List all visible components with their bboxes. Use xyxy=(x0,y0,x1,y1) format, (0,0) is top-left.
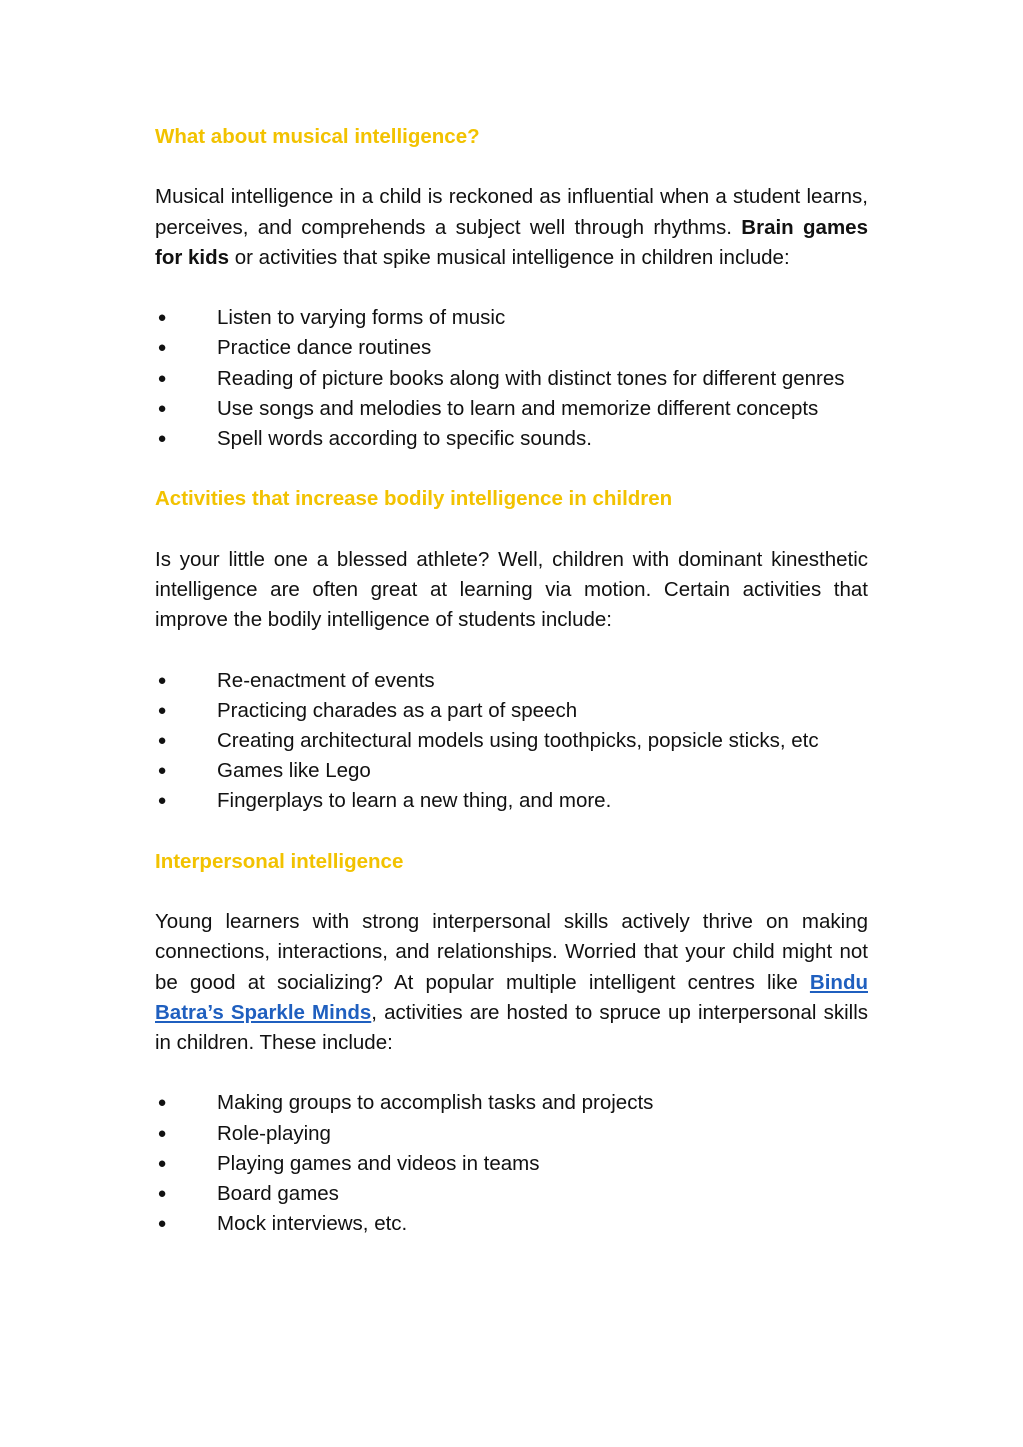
interpersonal-list xyxy=(155,1088,868,1239)
list-item xyxy=(155,756,868,786)
list-item xyxy=(155,1209,868,1239)
document-page xyxy=(155,122,868,1239)
list-item xyxy=(155,1149,868,1179)
bullet-icon: ● xyxy=(157,339,167,357)
sparkle-minds-link[interactable]: Bindu Batra’s Sparkle Minds xyxy=(155,970,868,1024)
list-item xyxy=(155,1088,868,1118)
list-item xyxy=(155,696,868,726)
list-item xyxy=(155,394,868,424)
list-item xyxy=(155,1179,868,1209)
list-item-text: Practicing charades as a part of speech xyxy=(217,698,578,722)
list-item xyxy=(155,333,868,363)
interpersonal-heading: Interpersonal intelligence xyxy=(155,849,404,873)
list-item xyxy=(155,786,868,816)
bullet-icon: ● xyxy=(157,671,167,689)
list-item-text: Use songs and melodies to learn and memorize different concepts xyxy=(217,396,819,420)
musical-paragraph-text-2: or activities that spike musical intelligence in children include: xyxy=(229,245,790,269)
bullet-icon: ● xyxy=(157,701,167,719)
interpersonal-paragraph xyxy=(155,907,868,1058)
list-item-text: Making groups to accomplish tasks and projects xyxy=(217,1091,654,1115)
list-item-text: Fingerplays to learn a new thing, and more. xyxy=(217,789,612,813)
list-item-text: Spell words according to specific sounds. xyxy=(217,427,592,450)
list-item-text: Mock interviews, etc. xyxy=(217,1212,408,1236)
bodily-list xyxy=(155,666,868,817)
interpersonal-paragraph-text-1: Young learners with strong interpersonal skills actively thrive on making connections, interactions, and relationships. Worried that your child might not be good at socializing? At popular multiple intelligent centres like xyxy=(155,910,868,994)
bullet-icon: ● xyxy=(157,399,167,417)
bullet-icon: ● xyxy=(157,1124,167,1142)
list-item xyxy=(155,364,868,394)
bullet-icon: ● xyxy=(157,1094,167,1112)
musical-paragraph xyxy=(155,182,868,273)
bullet-icon: ● xyxy=(157,369,167,387)
bullet-icon: ● xyxy=(157,1184,167,1202)
list-item-text: Reading of picture books along with distinct tones for different genres xyxy=(217,366,845,390)
list-item xyxy=(155,666,868,696)
bullet-icon: ● xyxy=(157,792,167,810)
list-item-text: Games like Lego xyxy=(217,759,371,783)
list-item-text: Creating architectural models using toothpicks, popsicle sticks, etc xyxy=(217,728,819,752)
list-item-text: Re-enactment of events xyxy=(217,668,435,692)
list-item xyxy=(155,424,868,454)
list-item-text: Playing games and videos in teams xyxy=(217,1151,540,1175)
list-item xyxy=(155,726,868,756)
musical-paragraph-bold: Brain games for kids xyxy=(155,215,868,269)
list-item xyxy=(155,1119,868,1149)
interpersonal-paragraph-text-2: , activities are hosted to spruce up interpersonal skills in children. These include: xyxy=(155,1000,868,1054)
list-item-text: Board games xyxy=(217,1181,339,1205)
bullet-icon: ● xyxy=(157,731,167,749)
list-item-text: Role-playing xyxy=(217,1121,331,1145)
musical-list xyxy=(155,303,868,454)
bodily-heading: Activities that increase bodily intelligence in children xyxy=(155,487,673,511)
bullet-icon: ● xyxy=(157,762,167,780)
musical-heading: What about musical intelligence? xyxy=(155,125,480,148)
list-item-text: Practice dance routines xyxy=(217,336,432,360)
bullet-icon: ● xyxy=(157,1215,167,1233)
list-item-text: Listen to varying forms of music xyxy=(217,306,506,330)
bullet-icon: ● xyxy=(157,1154,167,1172)
list-item xyxy=(155,303,868,333)
bodily-paragraph: Is your little one a blessed athlete? Well, children with dominant kinesthetic intelligence are often great at learning via motion. Certain activities that improve the bodily intelligence of students include: xyxy=(155,547,868,632)
musical-paragraph-text-1: Musical intelligence in a child is reckoned as influential when a student learns, perceives, and comprehends a subject well through rhythms. xyxy=(155,185,868,239)
bullet-icon: ● xyxy=(157,430,167,447)
bullet-icon: ● xyxy=(157,309,167,327)
